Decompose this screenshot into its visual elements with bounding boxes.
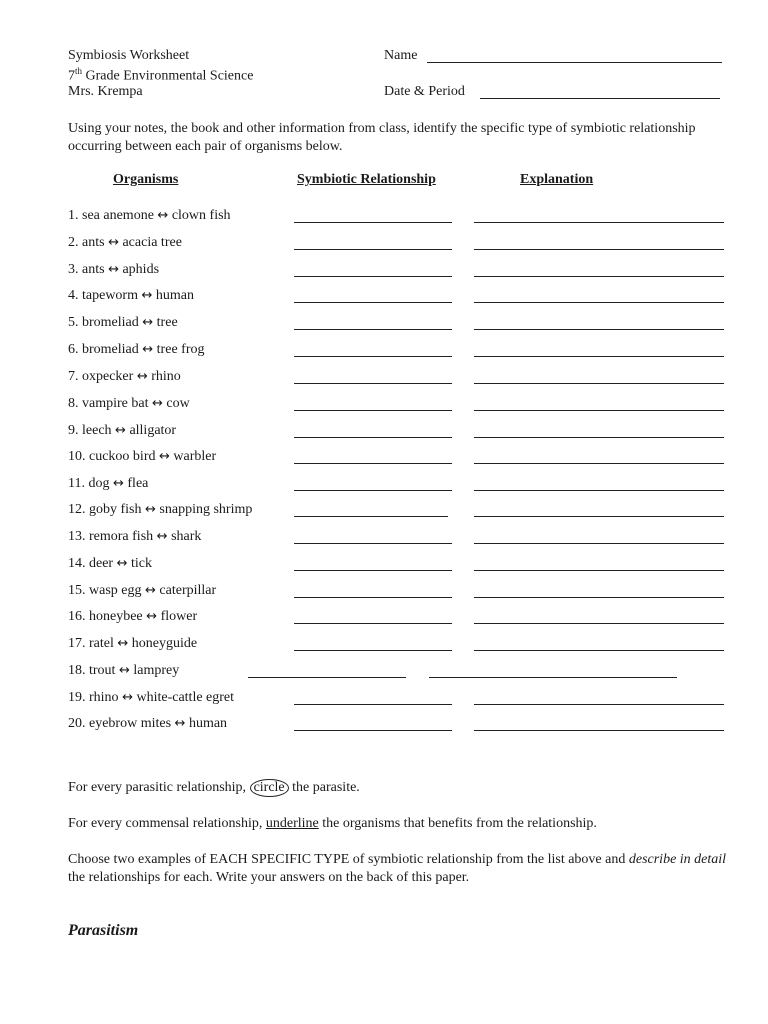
relationship-blank[interactable] — [248, 677, 406, 678]
row-number: 3. — [68, 262, 82, 277]
organism-a: sea anemone — [82, 208, 154, 223]
organism-b: tree — [156, 315, 178, 330]
organism-row-10 — [68, 449, 728, 469]
relationship-blank[interactable] — [294, 410, 452, 411]
row-number: 14. — [68, 556, 89, 571]
organism-row-18 — [68, 663, 728, 683]
explanation-blank[interactable] — [474, 463, 724, 464]
bidirectional-arrow-icon: ↔ — [151, 396, 163, 411]
organism-a: wasp egg — [89, 583, 142, 598]
row-number: 13. — [68, 529, 89, 544]
organism-a: tapeworm — [82, 288, 138, 303]
bidirectional-arrow-icon: ↔ — [108, 262, 119, 277]
organism-row-8 — [68, 396, 728, 416]
row-number: 20. — [68, 716, 89, 731]
organism-b: tick — [131, 556, 152, 571]
bidirectional-arrow-icon: ↔ — [118, 663, 130, 678]
row-number: 4. — [68, 288, 82, 303]
organism-a: ants — [82, 262, 105, 277]
organism-pair — [68, 476, 148, 492]
bidirectional-arrow-icon: ↔ — [142, 315, 154, 330]
bidirectional-arrow-icon: ↔ — [141, 288, 153, 303]
organism-pair — [68, 262, 159, 278]
parasitic-note-text: For every parasitic relationship, — [68, 780, 250, 795]
organism-pair — [68, 636, 197, 652]
relationship-blank[interactable] — [294, 543, 452, 544]
date-period-blank[interactable] — [480, 98, 720, 99]
organism-b: warbler — [173, 449, 217, 464]
grade-number: 7 — [68, 68, 75, 84]
name-label: Name — [384, 48, 418, 63]
organism-pair — [68, 396, 190, 412]
explanation-blank[interactable] — [474, 650, 724, 651]
emphasized-text: describe in detail — [628, 852, 727, 867]
organism-b: lamprey — [133, 663, 180, 678]
row-number: 5. — [68, 315, 82, 330]
commensal-note-text: For every commensal relationship, — [68, 816, 266, 831]
bidirectional-arrow-icon: ↔ — [174, 716, 186, 731]
explanation-blank[interactable] — [474, 490, 724, 491]
organism-pair — [68, 288, 194, 304]
row-number: 15. — [68, 583, 89, 598]
organism-a: deer — [89, 556, 114, 571]
organism-b: human — [188, 716, 228, 731]
organism-row-3 — [68, 262, 728, 282]
organism-row-16 — [68, 609, 728, 629]
bidirectional-arrow-icon: ↔ — [122, 690, 133, 705]
explanation-blank[interactable] — [474, 516, 724, 517]
organism-a: honeybee — [89, 609, 143, 624]
explanation-blank[interactable] — [474, 730, 724, 731]
organism-row-13 — [68, 529, 728, 549]
grade-subject — [68, 66, 253, 85]
explanation-blank[interactable] — [474, 222, 724, 223]
organism-b: white-cattle egret — [136, 690, 235, 705]
organism-pair — [68, 342, 204, 358]
organism-pair — [68, 235, 182, 251]
row-number: 7. — [68, 369, 82, 384]
organism-row-2 — [68, 235, 728, 255]
organism-a: bromeliad — [82, 342, 139, 357]
worksheet-title: Symbiosis Worksheet — [68, 48, 190, 63]
bidirectional-arrow-icon: ↔ — [108, 235, 119, 250]
row-number: 19. — [68, 690, 89, 705]
date-period-label: Date & Period — [384, 84, 465, 99]
organism-a: goby fish — [89, 502, 142, 517]
explanation-blank[interactable] — [474, 704, 724, 705]
organism-pair — [68, 529, 201, 545]
explanation-blank[interactable] — [474, 437, 724, 438]
relationship-blank[interactable] — [294, 597, 452, 598]
organism-b: shark — [171, 529, 202, 544]
row-number: 6. — [68, 342, 82, 357]
bidirectional-arrow-icon: ↔ — [112, 476, 124, 491]
relationship-blank[interactable] — [294, 623, 452, 624]
bidirectional-arrow-icon: ↔ — [136, 369, 148, 384]
relationship-blank[interactable] — [294, 437, 452, 438]
organism-b: tree frog — [156, 342, 205, 357]
bidirectional-arrow-icon: ↔ — [156, 529, 168, 544]
organism-pair — [68, 609, 197, 625]
commensal-note — [68, 815, 728, 833]
relationship-blank[interactable] — [294, 356, 452, 357]
relationship-blank[interactable] — [294, 730, 452, 731]
organism-a: dog — [88, 476, 110, 491]
column-organisms: Organisms — [113, 172, 179, 187]
explanation-blank[interactable] — [474, 276, 724, 277]
organism-a: ratel — [89, 636, 114, 651]
organism-a: rhino — [89, 690, 119, 705]
bidirectional-arrow-icon: ↔ — [145, 502, 156, 517]
relationship-blank[interactable] — [294, 222, 452, 223]
organism-b: aphids — [122, 262, 160, 277]
relationship-blank[interactable] — [294, 249, 452, 250]
bidirectional-arrow-icon: ↔ — [116, 556, 128, 571]
organism-b: flea — [127, 476, 149, 491]
organism-pair — [68, 449, 216, 465]
row-number: 11. — [68, 476, 89, 491]
organism-b: caterpillar — [159, 583, 217, 598]
explanation-blank[interactable] — [474, 356, 724, 357]
organism-row-14 — [68, 556, 728, 576]
organism-a: eyebrow mites — [89, 716, 172, 731]
bidirectional-arrow-icon: ↔ — [158, 449, 170, 464]
organism-pair — [68, 663, 179, 679]
organism-pair — [68, 208, 231, 224]
row-number: 9. — [68, 423, 82, 438]
relationship-blank[interactable] — [294, 490, 452, 491]
organism-b: snapping shrimp — [159, 502, 253, 517]
organism-a: ants — [82, 235, 105, 250]
relationship-blank[interactable] — [294, 302, 452, 303]
instructions: Using your notes, the book and other information from class, identify the specific type of symbiotic relationship occurring between each pair of organisms below. — [68, 121, 696, 154]
explanation-blank[interactable] — [474, 597, 724, 598]
underlined-word: underline — [265, 816, 319, 831]
organism-pair — [68, 583, 216, 599]
organism-pair — [68, 502, 252, 518]
organism-row-11 — [68, 476, 728, 496]
bidirectional-arrow-icon: ↔ — [142, 342, 154, 357]
row-number: 17. — [68, 636, 89, 651]
organism-a: remora fish — [89, 529, 154, 544]
explanation-blank[interactable] — [474, 623, 724, 624]
bidirectional-arrow-icon: ↔ — [115, 423, 126, 438]
explanation-blank[interactable] — [474, 570, 724, 571]
organism-row-15 — [68, 583, 728, 603]
organism-b: alligator — [129, 423, 177, 438]
relationship-blank[interactable] — [294, 276, 452, 277]
organism-pair — [68, 556, 152, 572]
row-number: 12. — [68, 502, 89, 517]
relationship-blank[interactable] — [294, 329, 452, 330]
row-number: 1. — [68, 208, 82, 223]
row-number: 18. — [68, 663, 89, 678]
organism-a: trout — [89, 663, 116, 678]
teacher-name: Mrs. Krempa — [68, 84, 143, 99]
organism-pair — [68, 716, 227, 732]
explanation-blank[interactable] — [474, 543, 724, 544]
organism-row-17 — [68, 636, 728, 656]
explanation-blank[interactable] — [429, 677, 677, 678]
organism-b: acacia tree — [122, 235, 182, 250]
organism-b: clown fish — [171, 208, 231, 223]
organism-pair — [68, 423, 176, 439]
column-relationship: Symbiotic Relationship — [297, 172, 436, 187]
explanation-blank[interactable] — [474, 329, 724, 330]
organism-row-4 — [68, 288, 728, 308]
organism-row-20 — [68, 716, 728, 736]
organism-a: oxpecker — [82, 369, 134, 384]
grade-subject-text: Grade Environmental Science — [82, 68, 254, 84]
column-explanation: Explanation — [520, 172, 594, 187]
relationship-blank[interactable] — [294, 516, 448, 517]
choose-note-text-end: the relationships for each. Write your answers on the back of this paper. — [68, 870, 470, 885]
organism-row-19 — [68, 690, 728, 710]
organism-b: human — [155, 288, 194, 303]
bidirectional-arrow-icon: ↔ — [117, 636, 129, 651]
organism-pair — [68, 369, 181, 385]
organism-pair — [68, 690, 234, 706]
choose-note-text: Choose two examples of EACH SPECIFIC TYPE of symbiotic relationship from the list above and — [68, 852, 629, 867]
relationship-blank[interactable] — [294, 704, 452, 705]
name-blank[interactable] — [427, 62, 722, 63]
commensal-note-text-end: the organisms that benefits from the relationship. — [318, 816, 597, 831]
row-number: 10. — [68, 449, 89, 464]
organism-row-6 — [68, 342, 728, 362]
relationship-blank[interactable] — [294, 463, 452, 464]
explanation-blank[interactable] — [474, 302, 724, 303]
parasitic-note-text-end: the parasite. — [288, 780, 360, 795]
explanation-blank[interactable] — [474, 410, 724, 411]
row-number: 8. — [68, 396, 82, 411]
bidirectional-arrow-icon: ↔ — [157, 208, 169, 223]
organism-a: vampire bat — [82, 396, 149, 411]
organism-b: flower — [160, 609, 198, 624]
relationship-blank[interactable] — [294, 383, 452, 384]
choose-note — [68, 851, 730, 887]
organism-a: leech — [82, 423, 112, 438]
organism-a: cuckoo bird — [89, 449, 156, 464]
organism-b: rhino — [151, 369, 181, 384]
relationship-blank[interactable] — [294, 570, 452, 571]
bidirectional-arrow-icon: ↔ — [146, 609, 158, 624]
organism-row-1 — [68, 208, 728, 228]
organism-b: cow — [166, 396, 190, 411]
grade-suffix: th — [75, 66, 83, 76]
section-heading-parasitism: Parasitism — [68, 922, 139, 939]
organism-row-12 — [68, 502, 728, 522]
organism-a: bromeliad — [82, 315, 139, 330]
explanation-blank[interactable] — [474, 249, 724, 250]
parasitic-note — [68, 779, 728, 797]
organism-row-5 — [68, 315, 728, 335]
organism-b: honeyguide — [131, 636, 198, 651]
row-number: 16. — [68, 609, 89, 624]
circled-word: circle — [250, 779, 289, 797]
row-number: 2. — [68, 235, 82, 250]
bidirectional-arrow-icon: ↔ — [145, 583, 156, 598]
organism-pair — [68, 315, 178, 331]
organism-row-9 — [68, 423, 728, 443]
organism-row-7 — [68, 369, 728, 389]
explanation-blank[interactable] — [474, 383, 724, 384]
relationship-blank[interactable] — [294, 650, 452, 651]
